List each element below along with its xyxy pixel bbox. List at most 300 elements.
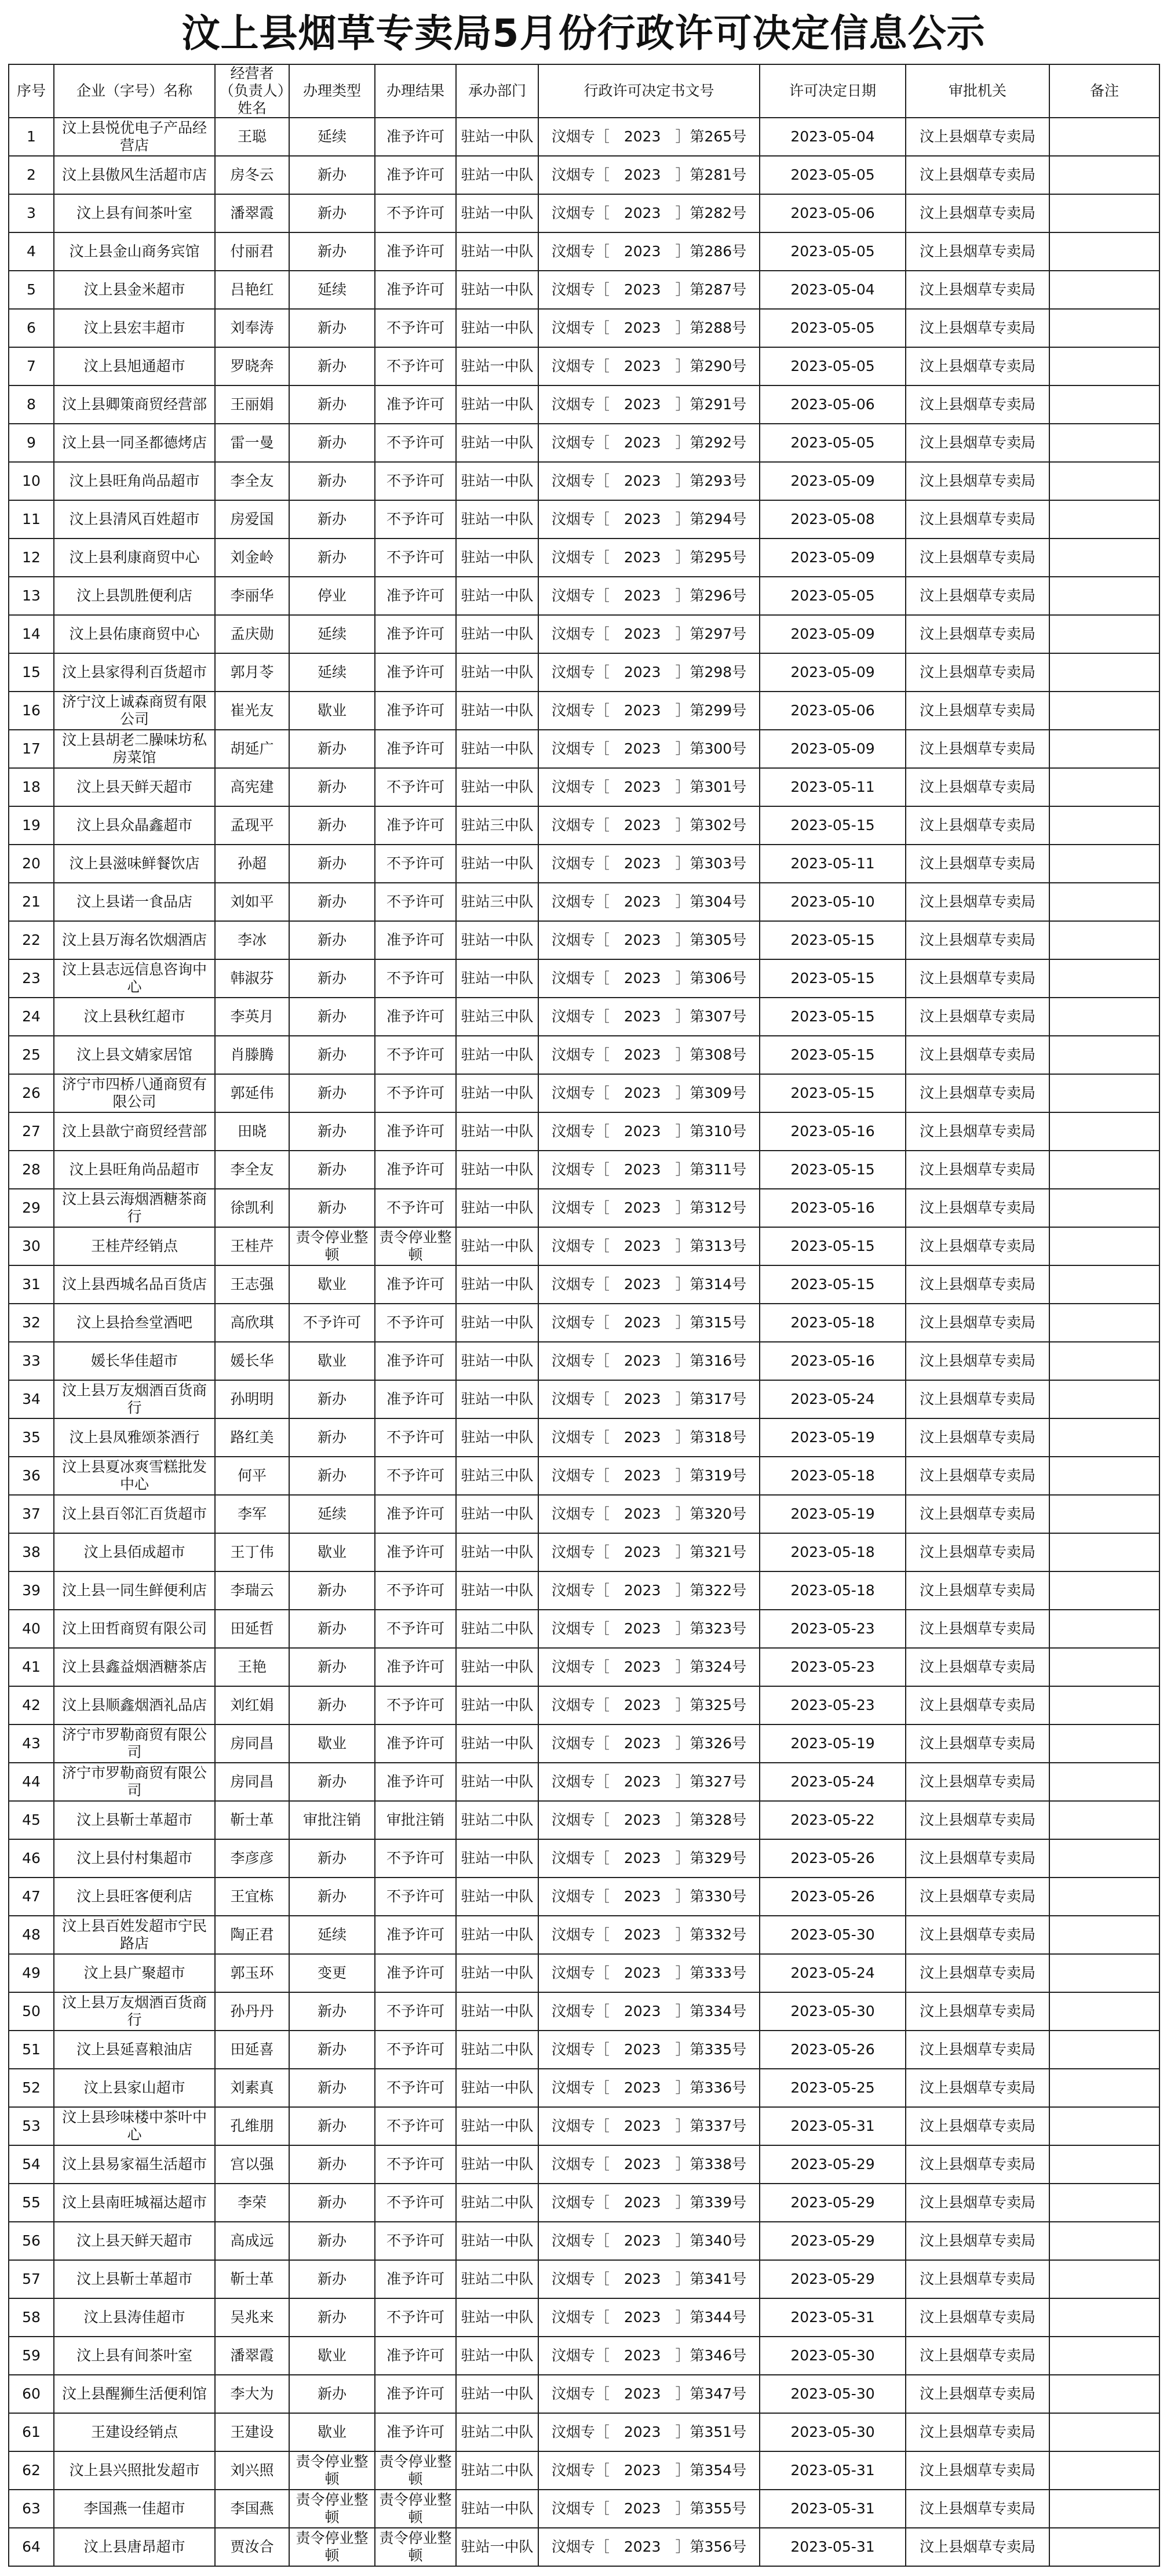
decision-date-cell: 2023-05-05 [760,577,906,615]
result-cell: 不予许可 [375,768,456,806]
approval-authority-cell: 汶上县烟草专卖局 [906,653,1049,692]
decision-date-cell: 2023-05-22 [760,1801,906,1839]
process-type-cell: 新办 [289,2260,375,2298]
decision-number-cell: 汶烟专［ 2023 ］第339号 [538,2184,760,2222]
seq-cell: 61 [9,2413,54,2451]
result-cell: 准予许可 [375,1763,456,1801]
result-cell: 准予许可 [375,1495,456,1533]
approval-authority-cell: 汶上县烟草专卖局 [906,2375,1049,2413]
operator-name-cell: 李荣 [215,2184,289,2222]
decision-date-cell: 2023-05-16 [760,1189,906,1227]
table-row [9,424,1159,462]
remarks-cell [1049,1648,1159,1686]
process-type-cell: 新办 [289,845,375,883]
decision-date-cell: 2023-05-09 [760,653,906,692]
seq-cell: 48 [9,1916,54,1954]
process-type-cell: 新办 [289,2298,375,2337]
process-type-cell: 新办 [289,768,375,806]
approval-authority-cell: 汶上县烟草专卖局 [906,1342,1049,1380]
company-name-cell: 汶上县有间茶叶室 [54,2337,215,2375]
remarks-cell [1049,424,1159,462]
decision-date-cell: 2023-05-15 [760,806,906,845]
table-row [9,998,1159,1036]
decision-number-cell: 汶烟专［ 2023 ］第294号 [538,500,760,539]
company-name-cell: 汶上县一同圣都德烤店 [54,424,215,462]
remarks-cell [1049,1036,1159,1074]
process-type-cell: 新办 [289,1878,375,1916]
decision-number-cell: 汶烟专［ 2023 ］第281号 [538,156,760,194]
table-row [9,1992,1159,2031]
decision-date-cell: 2023-05-18 [760,1533,906,1571]
decision-date-cell: 2023-05-15 [760,998,906,1036]
seq-cell: 18 [9,768,54,806]
decision-number-cell: 汶烟专［ 2023 ］第329号 [538,1839,760,1878]
decision-date-cell: 2023-05-06 [760,194,906,232]
process-type-cell: 延续 [289,1916,375,1954]
seq-cell: 20 [9,845,54,883]
process-type-cell: 新办 [289,194,375,232]
operator-name-cell: 王桂芹 [215,1227,289,1265]
process-type-cell: 新办 [289,2107,375,2145]
approval-authority-cell: 汶上县烟草专卖局 [906,347,1049,385]
seq-cell: 47 [9,1878,54,1916]
department-cell: 驻站一中队 [456,730,538,768]
operator-name-cell: 李瑞云 [215,1571,289,1610]
company-name-cell: 汶上县靳士革超市 [54,2260,215,2298]
decision-date-cell: 2023-05-26 [760,1839,906,1878]
license-decision-table [8,64,1160,2567]
table-row [9,1686,1159,1724]
operator-name-cell: 吴兆来 [215,2298,289,2337]
company-name-cell: 汶上县旺客便利店 [54,1878,215,1916]
seq-cell: 43 [9,1724,54,1763]
process-type-cell: 延续 [289,615,375,653]
process-type-cell: 新办 [289,959,375,998]
remarks-cell [1049,1839,1159,1878]
result-cell: 责令停业整顿 [375,2451,456,2490]
table-row [9,1648,1159,1686]
column-header-operator-name: 经营者（负责人）姓名 [215,64,289,118]
table-row [9,1189,1159,1227]
remarks-cell [1049,959,1159,998]
company-name-cell: 济宁市罗勒商贸有限公司 [54,1763,215,1801]
company-name-cell: 济宁汶上诚森商贸有限公司 [54,692,215,730]
company-name-cell: 汶上田哲商贸有限公司 [54,1610,215,1648]
department-cell: 驻站一中队 [456,1954,538,1992]
department-cell: 驻站一中队 [456,1112,538,1151]
seq-cell: 24 [9,998,54,1036]
seq-cell: 36 [9,1457,54,1495]
result-cell: 准予许可 [375,730,456,768]
operator-name-cell: 李丽华 [215,577,289,615]
department-cell: 驻站一中队 [456,385,538,424]
decision-number-cell: 汶烟专［ 2023 ］第344号 [538,2298,760,2337]
remarks-cell [1049,1763,1159,1801]
operator-name-cell: 孟庆勋 [215,615,289,653]
department-cell: 驻站一中队 [456,347,538,385]
department-cell: 驻站一中队 [456,768,538,806]
decision-number-cell: 汶烟专［ 2023 ］第346号 [538,2337,760,2375]
seq-cell: 28 [9,1151,54,1189]
department-cell: 驻站三中队 [456,1457,538,1495]
operator-name-cell: 罗晓奔 [215,347,289,385]
operator-name-cell: 孙丹丹 [215,1992,289,2031]
result-cell: 不予许可 [375,1074,456,1112]
remarks-cell [1049,1495,1159,1533]
table-row [9,309,1159,347]
result-cell: 不予许可 [375,1992,456,2031]
seq-cell: 6 [9,309,54,347]
department-cell: 驻站一中队 [456,271,538,309]
process-type-cell: 延续 [289,118,375,156]
seq-cell: 8 [9,385,54,424]
process-type-cell: 新办 [289,462,375,500]
process-type-cell: 停业 [289,577,375,615]
decision-number-cell: 汶烟专［ 2023 ］第265号 [538,118,760,156]
table-row [9,2184,1159,2222]
table-row [9,500,1159,539]
remarks-cell [1049,1265,1159,1304]
operator-name-cell: 刘金岭 [215,539,289,577]
department-cell: 驻站一中队 [456,309,538,347]
decision-date-cell: 2023-05-04 [760,271,906,309]
department-cell: 驻站一中队 [456,156,538,194]
decision-date-cell: 2023-05-06 [760,692,906,730]
approval-authority-cell: 汶上县烟草专卖局 [906,1763,1049,1801]
decision-number-cell: 汶烟专［ 2023 ］第326号 [538,1724,760,1763]
operator-name-cell: 靳士革 [215,1801,289,1839]
approval-authority-cell: 汶上县烟草专卖局 [906,1074,1049,1112]
table-row [9,271,1159,309]
company-name-cell: 汶上县易家福生活超市 [54,2145,215,2184]
seq-cell: 23 [9,959,54,998]
seq-cell: 34 [9,1380,54,1418]
table-row [9,2337,1159,2375]
result-cell: 不予许可 [375,1457,456,1495]
decision-number-cell: 汶烟专［ 2023 ］第308号 [538,1036,760,1074]
operator-name-cell: 路红美 [215,1418,289,1457]
decision-number-cell: 汶烟专［ 2023 ］第332号 [538,1916,760,1954]
operator-name-cell: 郭月苓 [215,653,289,692]
result-cell: 不予许可 [375,1418,456,1457]
table-row [9,1916,1159,1954]
decision-number-cell: 汶烟专［ 2023 ］第311号 [538,1151,760,1189]
table-row [9,1457,1159,1495]
result-cell: 准予许可 [375,615,456,653]
approval-authority-cell: 汶上县烟草专卖局 [906,1304,1049,1342]
seq-cell: 60 [9,2375,54,2413]
company-name-cell: 汶上县云海烟酒糖茶商行 [54,1189,215,1227]
decision-number-cell: 汶烟专［ 2023 ］第335号 [538,2031,760,2069]
department-cell: 驻站二中队 [456,2031,538,2069]
department-cell: 驻站一中队 [456,1189,538,1227]
seq-cell: 49 [9,1954,54,1992]
remarks-cell [1049,1533,1159,1571]
decision-date-cell: 2023-05-30 [760,1916,906,1954]
decision-number-cell: 汶烟专［ 2023 ］第355号 [538,2490,760,2528]
decision-number-cell: 汶烟专［ 2023 ］第347号 [538,2375,760,2413]
approval-authority-cell: 汶上县烟草专卖局 [906,1916,1049,1954]
seq-cell: 15 [9,653,54,692]
process-type-cell: 新办 [289,232,375,271]
decision-date-cell: 2023-05-30 [760,2375,906,2413]
result-cell: 准予许可 [375,1724,456,1763]
table-row [9,118,1159,156]
decision-date-cell: 2023-05-05 [760,424,906,462]
remarks-cell [1049,2260,1159,2298]
decision-number-cell: 汶烟专［ 2023 ］第327号 [538,1763,760,1801]
seq-cell: 10 [9,462,54,500]
department-cell: 驻站二中队 [456,2260,538,2298]
department-cell: 驻站三中队 [456,806,538,845]
result-cell: 不予许可 [375,1036,456,1074]
seq-cell: 62 [9,2451,54,2490]
company-name-cell: 汶上县旺角尚品超市 [54,462,215,500]
process-type-cell: 新办 [289,1457,375,1495]
result-cell: 准予许可 [375,1112,456,1151]
decision-date-cell: 2023-05-24 [760,1954,906,1992]
table-row [9,1227,1159,1265]
decision-date-cell: 2023-05-31 [760,2490,906,2528]
decision-date-cell: 2023-05-19 [760,1495,906,1533]
result-cell: 责令停业整顿 [375,1227,456,1265]
decision-number-cell: 汶烟专［ 2023 ］第341号 [538,2260,760,2298]
operator-name-cell: 李全友 [215,462,289,500]
approval-authority-cell: 汶上县烟草专卖局 [906,2260,1049,2298]
operator-name-cell: 宫以强 [215,2145,289,2184]
company-name-cell: 王桂芹经销点 [54,1227,215,1265]
seq-cell: 57 [9,2260,54,2298]
table-row [9,462,1159,500]
decision-number-cell: 汶烟专［ 2023 ］第293号 [538,462,760,500]
decision-number-cell: 汶烟专［ 2023 ］第291号 [538,385,760,424]
approval-authority-cell: 汶上县烟草专卖局 [906,539,1049,577]
company-name-cell: 汶上县佑康商贸中心 [54,615,215,653]
result-cell: 不予许可 [375,1839,456,1878]
decision-date-cell: 2023-05-15 [760,1265,906,1304]
approval-authority-cell: 汶上县烟草专卖局 [906,1495,1049,1533]
remarks-cell [1049,1686,1159,1724]
result-cell: 责令停业整顿 [375,2528,456,2566]
approval-authority-cell: 汶上县烟草专卖局 [906,845,1049,883]
company-name-cell: 汶上县滋味鲜餐饮店 [54,845,215,883]
remarks-cell [1049,118,1159,156]
result-cell: 不予许可 [375,2031,456,2069]
department-cell: 驻站一中队 [456,1839,538,1878]
approval-authority-cell: 汶上县烟草专卖局 [906,462,1049,500]
decision-number-cell: 汶烟专［ 2023 ］第297号 [538,615,760,653]
company-name-cell: 汶上县万友烟酒百货商行 [54,1380,215,1418]
decision-number-cell: 汶烟专［ 2023 ］第356号 [538,2528,760,2566]
approval-authority-cell: 汶上县烟草专卖局 [906,692,1049,730]
decision-date-cell: 2023-05-25 [760,2069,906,2107]
decision-number-cell: 汶烟专［ 2023 ］第295号 [538,539,760,577]
table-row [9,845,1159,883]
result-cell: 准予许可 [375,692,456,730]
remarks-cell [1049,577,1159,615]
process-type-cell: 新办 [289,2031,375,2069]
remarks-cell [1049,768,1159,806]
operator-name-cell: 房同昌 [215,1724,289,1763]
result-cell: 准予许可 [375,2260,456,2298]
table-row [9,1801,1159,1839]
decision-number-cell: 汶烟专［ 2023 ］第301号 [538,768,760,806]
operator-name-cell: 高欣琪 [215,1304,289,1342]
department-cell: 驻站一中队 [456,539,538,577]
operator-name-cell: 王艳 [215,1648,289,1686]
approval-authority-cell: 汶上县烟草专卖局 [906,1457,1049,1495]
remarks-cell [1049,2031,1159,2069]
seq-cell: 7 [9,347,54,385]
table-row [9,1036,1159,1074]
department-cell: 驻站一中队 [456,2375,538,2413]
decision-date-cell: 2023-05-09 [760,730,906,768]
operator-name-cell: 贾汝合 [215,2528,289,2566]
department-cell: 驻站一中队 [456,2107,538,2145]
company-name-cell: 汶上县诺一食品店 [54,883,215,921]
seq-cell: 4 [9,232,54,271]
process-type-cell: 新办 [289,1839,375,1878]
operator-name-cell: 徐凯利 [215,1189,289,1227]
remarks-cell [1049,156,1159,194]
process-type-cell: 歇业 [289,692,375,730]
approval-authority-cell: 汶上县烟草专卖局 [906,156,1049,194]
table-row [9,194,1159,232]
process-type-cell: 歇业 [289,1342,375,1380]
table-row [9,806,1159,845]
seq-cell: 12 [9,539,54,577]
result-cell: 不予许可 [375,845,456,883]
decision-number-cell: 汶烟专［ 2023 ］第338号 [538,2145,760,2184]
remarks-cell [1049,539,1159,577]
decision-number-cell: 汶烟专［ 2023 ］第286号 [538,232,760,271]
operator-name-cell: 何平 [215,1457,289,1495]
decision-date-cell: 2023-05-23 [760,1648,906,1686]
result-cell: 准予许可 [375,1648,456,1686]
approval-authority-cell: 汶上县烟草专卖局 [906,883,1049,921]
process-type-cell: 新办 [289,1036,375,1074]
decision-number-cell: 汶烟专［ 2023 ］第333号 [538,1954,760,1992]
table-row [9,692,1159,730]
decision-date-cell: 2023-05-29 [760,2184,906,2222]
decision-date-cell: 2023-05-26 [760,1878,906,1916]
seq-cell: 63 [9,2490,54,2528]
result-cell: 准予许可 [375,1265,456,1304]
seq-cell: 27 [9,1112,54,1151]
approval-authority-cell: 汶上县烟草专卖局 [906,1724,1049,1763]
decision-date-cell: 2023-05-11 [760,768,906,806]
approval-authority-cell: 汶上县烟草专卖局 [906,730,1049,768]
approval-authority-cell: 汶上县烟草专卖局 [906,2184,1049,2222]
result-cell: 准予许可 [375,118,456,156]
seq-cell: 40 [9,1610,54,1648]
process-type-cell: 歇业 [289,1533,375,1571]
result-cell: 不予许可 [375,1610,456,1648]
process-type-cell: 新办 [289,998,375,1036]
approval-authority-cell: 汶上县烟草专卖局 [906,2528,1049,2566]
approval-authority-cell: 汶上县烟草专卖局 [906,2031,1049,2069]
table-row [9,156,1159,194]
decision-number-cell: 汶烟专［ 2023 ］第317号 [538,1380,760,1418]
decision-date-cell: 2023-05-15 [760,1151,906,1189]
seq-cell: 13 [9,577,54,615]
department-cell: 驻站一中队 [456,1878,538,1916]
approval-authority-cell: 汶上县烟草专卖局 [906,959,1049,998]
department-cell: 驻站二中队 [456,2413,538,2451]
company-name-cell: 汶上县涛佳超市 [54,2298,215,2337]
process-type-cell: 新办 [289,1610,375,1648]
decision-number-cell: 汶烟专［ 2023 ］第334号 [538,1992,760,2031]
company-name-cell: 汶上县家山超市 [54,2069,215,2107]
result-cell: 准予许可 [375,156,456,194]
department-cell: 驻站一中队 [456,2222,538,2260]
operator-name-cell: 李军 [215,1495,289,1533]
remarks-cell [1049,2145,1159,2184]
table-row [9,1265,1159,1304]
company-name-cell: 汶上县清风百姓超市 [54,500,215,539]
table-row [9,2031,1159,2069]
department-cell: 驻站一中队 [456,692,538,730]
seq-cell: 64 [9,2528,54,2566]
company-name-cell: 汶上县傲风生活超市店 [54,156,215,194]
decision-number-cell: 汶烟专［ 2023 ］第296号 [538,577,760,615]
department-cell: 驻站一中队 [456,1342,538,1380]
operator-name-cell: 韩淑芬 [215,959,289,998]
company-name-cell: 汶上县天鲜天超市 [54,768,215,806]
result-cell: 准予许可 [375,232,456,271]
department-cell: 驻站一中队 [456,959,538,998]
operator-name-cell: 雷一曼 [215,424,289,462]
approval-authority-cell: 汶上县烟草专卖局 [906,2337,1049,2375]
decision-number-cell: 汶烟专［ 2023 ］第282号 [538,194,760,232]
approval-authority-cell: 汶上县烟草专卖局 [906,577,1049,615]
operator-name-cell: 王建设 [215,2413,289,2451]
company-name-cell: 汶上县珍味楼中茶叶中心 [54,2107,215,2145]
approval-authority-cell: 汶上县烟草专卖局 [906,1878,1049,1916]
table-row [9,2413,1159,2451]
operator-name-cell: 李彦彦 [215,1839,289,1878]
table-row [9,1151,1159,1189]
approval-authority-cell: 汶上县烟草专卖局 [906,1648,1049,1686]
operator-name-cell: 高成远 [215,2222,289,2260]
department-cell: 驻站一中队 [456,1916,538,1954]
process-type-cell: 延续 [289,1495,375,1533]
table-row [9,1418,1159,1457]
decision-date-cell: 2023-05-31 [760,2451,906,2490]
operator-name-cell: 王宜栋 [215,1878,289,1916]
operator-name-cell: 田延喜 [215,2031,289,2069]
company-name-cell: 汶上县众晶鑫超市 [54,806,215,845]
result-cell: 不予许可 [375,2145,456,2184]
approval-authority-cell: 汶上县烟草专卖局 [906,2069,1049,2107]
department-cell: 驻站一中队 [456,2145,538,2184]
decision-number-cell: 汶烟专［ 2023 ］第328号 [538,1801,760,1839]
remarks-cell [1049,1342,1159,1380]
process-type-cell: 审批注销 [289,1801,375,1839]
seq-cell: 53 [9,2107,54,2145]
table-row [9,883,1159,921]
department-cell: 驻站一中队 [456,1686,538,1724]
decision-number-cell: 汶烟专［ 2023 ］第306号 [538,959,760,998]
result-cell: 不予许可 [375,1878,456,1916]
process-type-cell: 新办 [289,2375,375,2413]
column-header-result: 办理结果 [375,64,456,118]
result-cell: 不予许可 [375,2222,456,2260]
remarks-cell [1049,2337,1159,2375]
decision-number-cell: 汶烟专［ 2023 ］第351号 [538,2413,760,2451]
process-type-cell: 延续 [289,271,375,309]
table-row [9,1763,1159,1801]
